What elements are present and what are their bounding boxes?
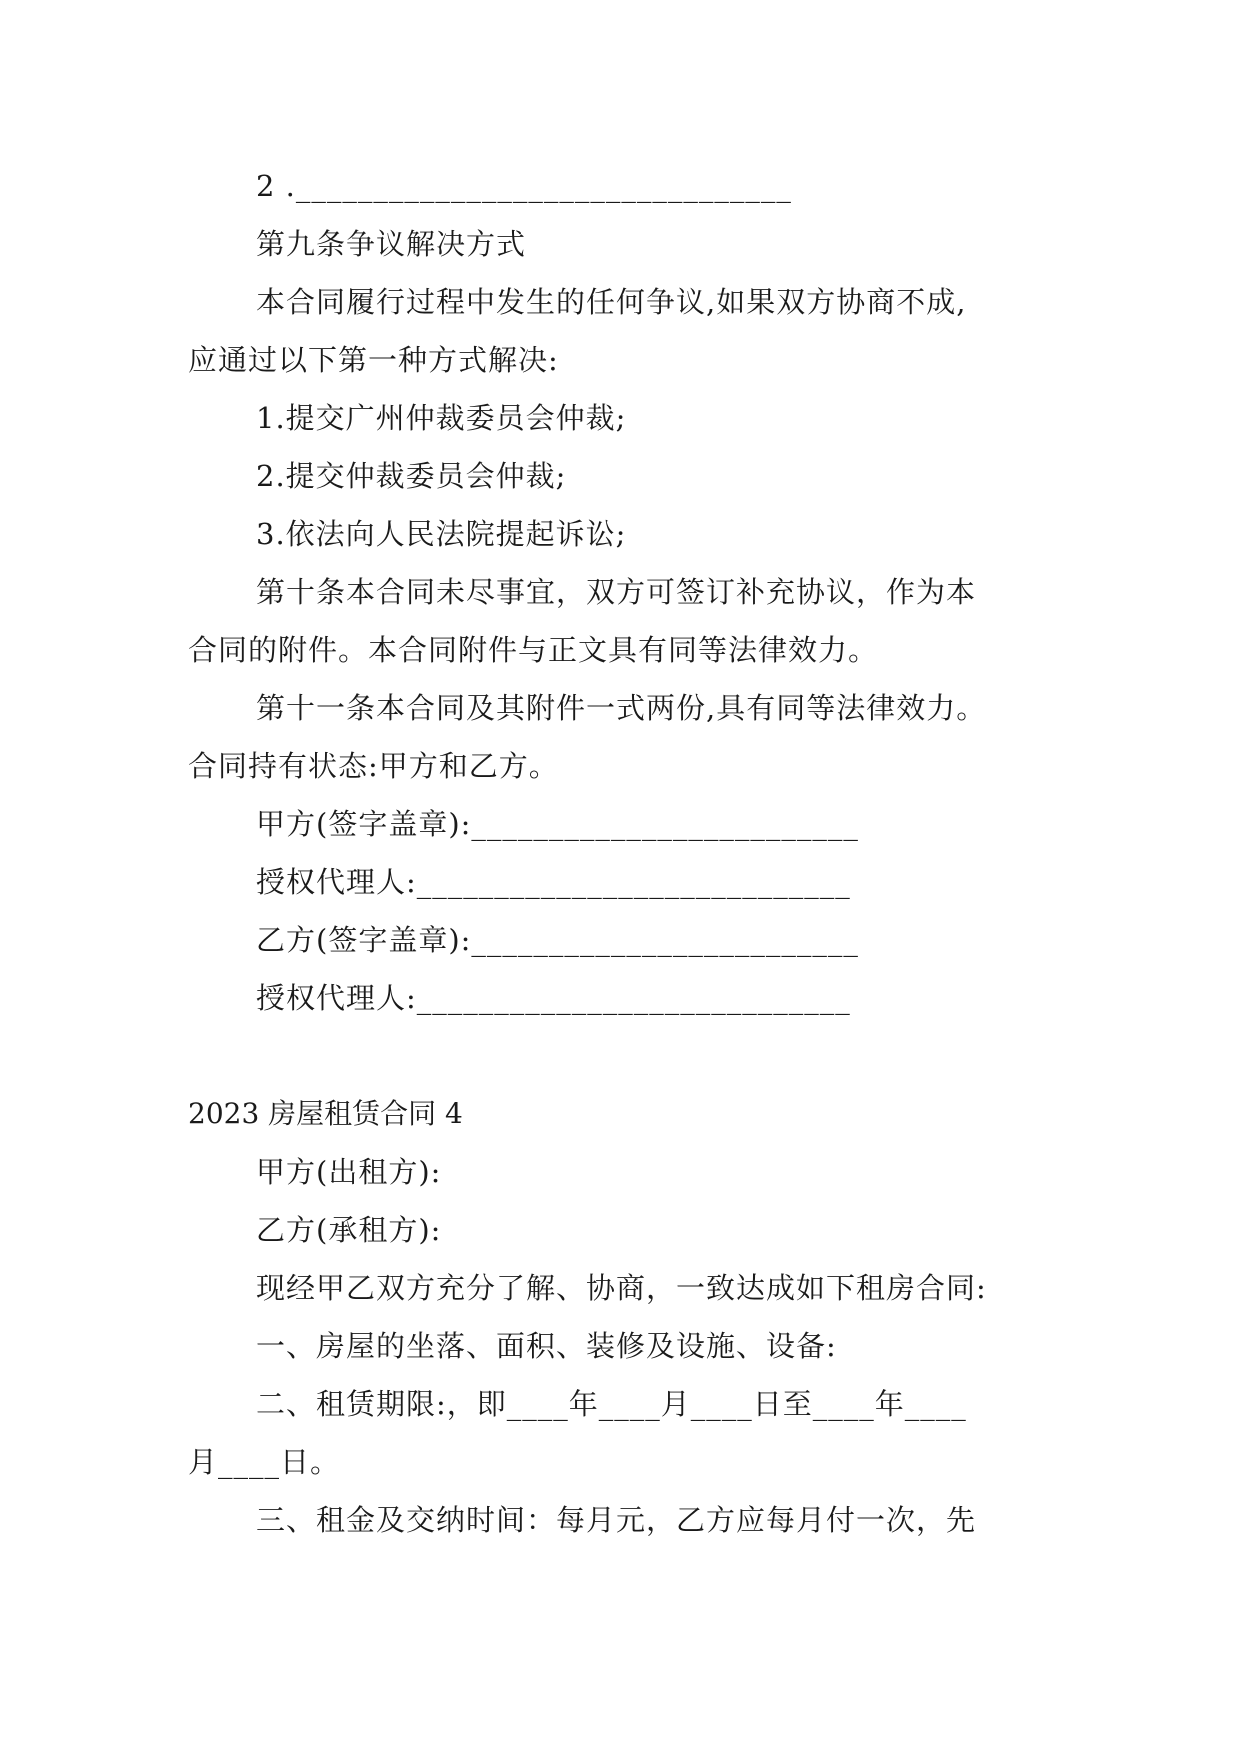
party-a-signature-line: 甲方(签字盖章):_________________________ [256, 807, 859, 841]
party-b-agent-line: 授权代理人:____________________________ [256, 981, 851, 1015]
clause-11-line-2: 合同持有状态:甲方和乙方。 [188, 749, 559, 783]
agreement-intro-line: 现经甲乙双方充分了解、协商，一致达成如下租房合同: [256, 1271, 987, 1305]
dispute-option-1: 1.提交广州仲裁委员会仲裁; [256, 401, 627, 435]
dispute-option-3: 3.依法向人民法院提起诉讼; [256, 517, 627, 551]
lessor-line: 甲方(出租方): [256, 1155, 442, 1189]
lessee-line: 乙方(承租方): [256, 1213, 442, 1247]
contract-4-title: 2023 房屋租赁合同 4 [188, 1097, 463, 1130]
clause-8-item-2-blank: 2 .________________________________ [256, 169, 792, 203]
dispute-option-2: 2.提交仲裁委员会仲裁; [256, 459, 567, 493]
section-2-line-2: 月____日。 [188, 1445, 341, 1479]
clause-10-line-2: 合同的附件。本合同附件与正文具有同等法律效力。 [188, 633, 879, 667]
clause-9-text-line-2: 应通过以下第一种方式解决: [188, 343, 559, 377]
clause-9-heading: 第九条争议解决方式 [256, 227, 527, 261]
party-a-agent-line: 授权代理人:____________________________ [256, 865, 851, 899]
section-3-line-1: 三、租金及交纳时间：每月元，乙方应每月付一次，先 [256, 1503, 977, 1537]
section-2-line-1: 二、租赁期限:，即____年____月____日至____年____ [256, 1387, 967, 1421]
clause-10-line-1: 第十条本合同未尽事宜，双方可签订补充协议，作为本 [256, 575, 977, 609]
party-b-signature-line: 乙方(签字盖章):_________________________ [256, 923, 859, 957]
clause-9-text-line-1: 本合同履行过程中发生的任何争议,如果双方协商不成, [256, 285, 967, 319]
clause-11-line-1: 第十一条本合同及其附件一式两份,具有同等法律效力。 [256, 691, 987, 725]
section-1-line: 一、房屋的坐落、面积、装修及设施、设备: [256, 1329, 837, 1363]
